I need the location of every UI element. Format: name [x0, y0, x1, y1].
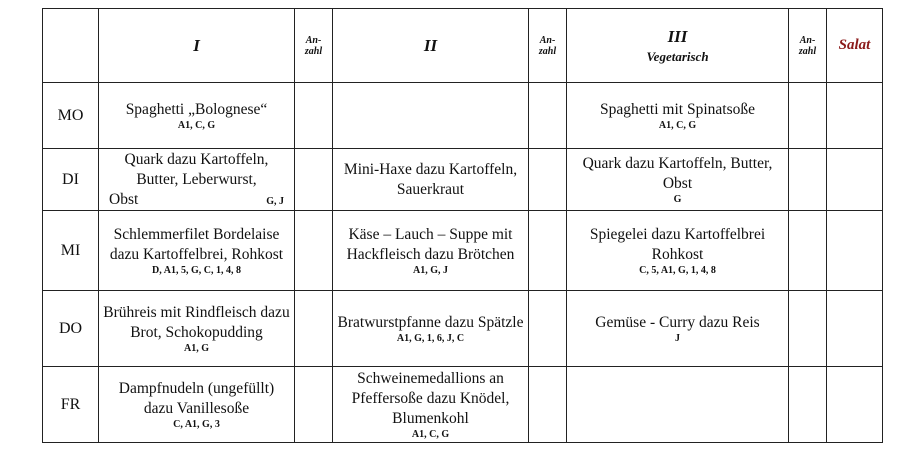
- allergen-codes: C, A1, G, 3: [173, 419, 220, 430]
- anzahl-1-cell[interactable]: [295, 149, 333, 211]
- header-day-cell: [43, 9, 99, 83]
- allergen-codes: G, J: [266, 195, 284, 207]
- allergen-codes: A1, G, J: [413, 265, 448, 276]
- anzahl-1-cell[interactable]: [295, 211, 333, 291]
- table-row: [43, 211, 883, 291]
- header-menu-2-label: II: [423, 35, 438, 55]
- menu-1-cell: [99, 291, 295, 367]
- header-anzahl-1-b: zahl: [304, 45, 323, 57]
- dish-text: Spaghetti mit Spinatsoße: [600, 101, 755, 118]
- anzahl-2-cell[interactable]: [529, 83, 567, 149]
- menu-1-cell: [99, 149, 295, 211]
- dish-text: Bratwurstpfanne dazu Spätzle: [337, 314, 524, 331]
- day-label: MI: [43, 211, 99, 291]
- allergen-codes: A1, C, G: [411, 429, 450, 440]
- header-menu-3: [567, 9, 789, 83]
- dish-text: Käse – Lauch – Suppe mit Hackfleisch dazu Brötchen: [346, 226, 515, 263]
- anzahl-3-cell[interactable]: [789, 291, 827, 367]
- header-menu-1: [99, 9, 295, 83]
- menu-1-cell: [99, 211, 295, 291]
- dish-text: Dampfnudeln (ungefüllt) dazu Vanillesoße: [118, 380, 275, 417]
- dish-text: Quark dazu Kartoffeln, Butter, Leberwurst,: [124, 150, 269, 188]
- menu-3-cell: [567, 291, 789, 367]
- menu-1-cell: [99, 83, 295, 149]
- anzahl-1-cell[interactable]: [295, 83, 333, 149]
- dish-text: Brühreis mit Rindfleisch dazu Brot, Schokopudding: [103, 304, 290, 341]
- header-anzahl-1: [295, 9, 333, 83]
- header-salat-label: Salat: [838, 37, 871, 53]
- header-anzahl-3-a: An-: [799, 34, 816, 46]
- day-label: DO: [43, 291, 99, 367]
- header-anzahl-2-a: An-: [539, 34, 556, 46]
- menu-2-cell: [333, 211, 529, 291]
- header-anzahl-1-a: An-: [305, 34, 322, 46]
- allergen-codes: A1, G, 1, 6, J, C: [396, 333, 465, 344]
- header-anzahl-2: [529, 9, 567, 83]
- dish-text: Schlemmerfilet Bordelaise dazu Kartoffelbrei, Rohkost: [109, 226, 284, 263]
- menu-1-cell: [99, 367, 295, 443]
- anzahl-3-cell[interactable]: [789, 149, 827, 211]
- table-row: [43, 149, 883, 211]
- anzahl-1-cell[interactable]: [295, 367, 333, 443]
- dish-text: Spaghetti „Bolognese“: [125, 101, 268, 118]
- anzahl-2-cell[interactable]: [529, 367, 567, 443]
- allergen-codes: J: [675, 333, 680, 344]
- menu-3-cell: [567, 83, 789, 149]
- allergen-codes: A1, C, G: [177, 120, 216, 131]
- menu-2-cell: [333, 149, 529, 211]
- salat-cell[interactable]: [827, 211, 883, 291]
- table-row: [43, 367, 883, 443]
- menu-table: [42, 8, 883, 443]
- menu-3-cell: [567, 367, 789, 443]
- salat-cell[interactable]: [827, 83, 883, 149]
- dish-text: Gemüse - Curry dazu Reis: [595, 314, 760, 331]
- dish-text: Schweinemedallions an Pfeffersoße dazu Knödel, Blumenkohl: [351, 370, 510, 427]
- dish-text: Spiegelei dazu Kartoffelbrei Rohkost: [589, 226, 766, 263]
- anzahl-3-cell[interactable]: [789, 211, 827, 291]
- anzahl-2-cell[interactable]: [529, 211, 567, 291]
- anzahl-2-cell[interactable]: [529, 291, 567, 367]
- header-menu-2: [333, 9, 529, 83]
- dish-tail: Obst: [109, 190, 139, 208]
- allergen-codes: G: [673, 194, 682, 205]
- dish-tail-line: [103, 190, 290, 210]
- menu-2-cell: [333, 291, 529, 367]
- allergen-codes: A1, C, G: [658, 120, 697, 131]
- table-row: [43, 83, 883, 149]
- dish-text: Quark dazu Kartoffeln, Butter, Obst: [582, 155, 773, 192]
- header-anzahl-3-b: zahl: [798, 45, 817, 57]
- dish-text: Mini-Haxe dazu Kartoffeln, Sauerkraut: [343, 160, 518, 198]
- anzahl-1-cell[interactable]: [295, 291, 333, 367]
- allergen-codes: C, 5, A1, G, 1, 4, 8: [639, 265, 716, 276]
- header-menu-1-label: I: [193, 35, 200, 55]
- anzahl-3-cell[interactable]: [789, 367, 827, 443]
- salat-cell[interactable]: [827, 367, 883, 443]
- day-label: MO: [43, 83, 99, 149]
- anzahl-2-cell[interactable]: [529, 149, 567, 211]
- menu-3-cell: [567, 149, 789, 211]
- anzahl-3-cell[interactable]: [789, 83, 827, 149]
- header-salat: [827, 9, 883, 83]
- menu-2-cell: [333, 367, 529, 443]
- menu-2-cell: [333, 83, 529, 149]
- day-label: DI: [43, 149, 99, 211]
- header-row: [43, 9, 883, 83]
- header-menu-3-sub: Vegetarisch: [646, 48, 709, 64]
- header-anzahl-2-b: zahl: [538, 45, 557, 57]
- menu-3-cell: [567, 211, 789, 291]
- table-row: [43, 291, 883, 367]
- header-menu-3-label: III: [667, 26, 688, 46]
- salat-cell[interactable]: [827, 149, 883, 211]
- salat-cell[interactable]: [827, 291, 883, 367]
- day-label: FR: [43, 367, 99, 443]
- header-anzahl-3: [789, 9, 827, 83]
- allergen-codes: D, A1, 5, G, C, 1, 4, 8: [152, 265, 241, 276]
- allergen-codes: A1, G: [184, 343, 209, 354]
